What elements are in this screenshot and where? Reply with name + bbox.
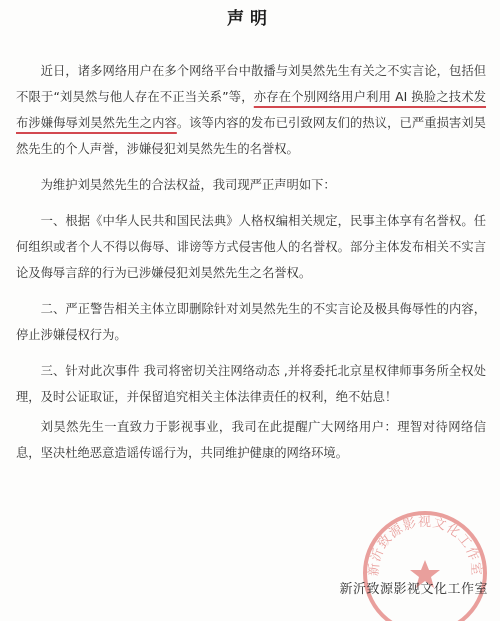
paragraph-item-1: 一、根据《中华人民共和国民法典》人格权编相关规定，民事主体享有名誉权。任何组织或者个人不得以侮辱、诽谤等方式侵害他人的名誉权。部分主体发布相关不实言论及侮辱言辞的行为已涉嫌侵犯刘昊然先生之名誉权。	[16, 214, 486, 280]
document-body	[16, 58, 486, 466]
paragraph-item-3: 三、针对此次事件 我司将密切关注网络动态 ,并将委托北京星权律师事务所全权处理，及时公证取证，并保留追究相关主体法律责任的权利，绝不姑息！	[16, 364, 486, 404]
company-seal-stamp	[360, 508, 490, 621]
underlined-text: 亦存在个别网络用户利用 AI 换脸之技术发布涉嫌侮辱刘昊然先生之内容	[16, 90, 487, 130]
paragraph-intro	[16, 58, 486, 162]
intro-text-start: 近日，诸多网络用户在多个网络平台中散播与刘昊然先生有关之不实言论，包括但不限于“刘昊然与他人存在不正当关系”等，	[16, 64, 486, 104]
intro-text-end: 。该等内容的发布已引致网友们的热议，已严重损害刘昊然先生的个人声誉，涉嫌侵犯刘昊然先生的名誉权。	[16, 116, 486, 156]
signature-company-name: 新沂致源影视文化工作室	[339, 582, 488, 597]
seal-arc-text: 新沂致源影视文化工作室	[366, 515, 484, 577]
paragraph-declaration: 为维护刘昊然先生的合法权益，我司现严正声明如下：	[40, 178, 336, 192]
paragraph-closing: 刘昊然先生一直致力于影视事业，我司在此提醒广大网络用户：理智对待网络信息，坚决杜绝恶意造谣传谣行为，共同维护健康的网络环境。	[16, 420, 486, 460]
document-title: 声明	[227, 9, 273, 29]
paragraph-item-2: 二、严正警告相关主体立即删除针对刘昊然先生的不实言论及极具侮辱性的内容，停止涉嫌侵权行为。	[16, 302, 486, 342]
